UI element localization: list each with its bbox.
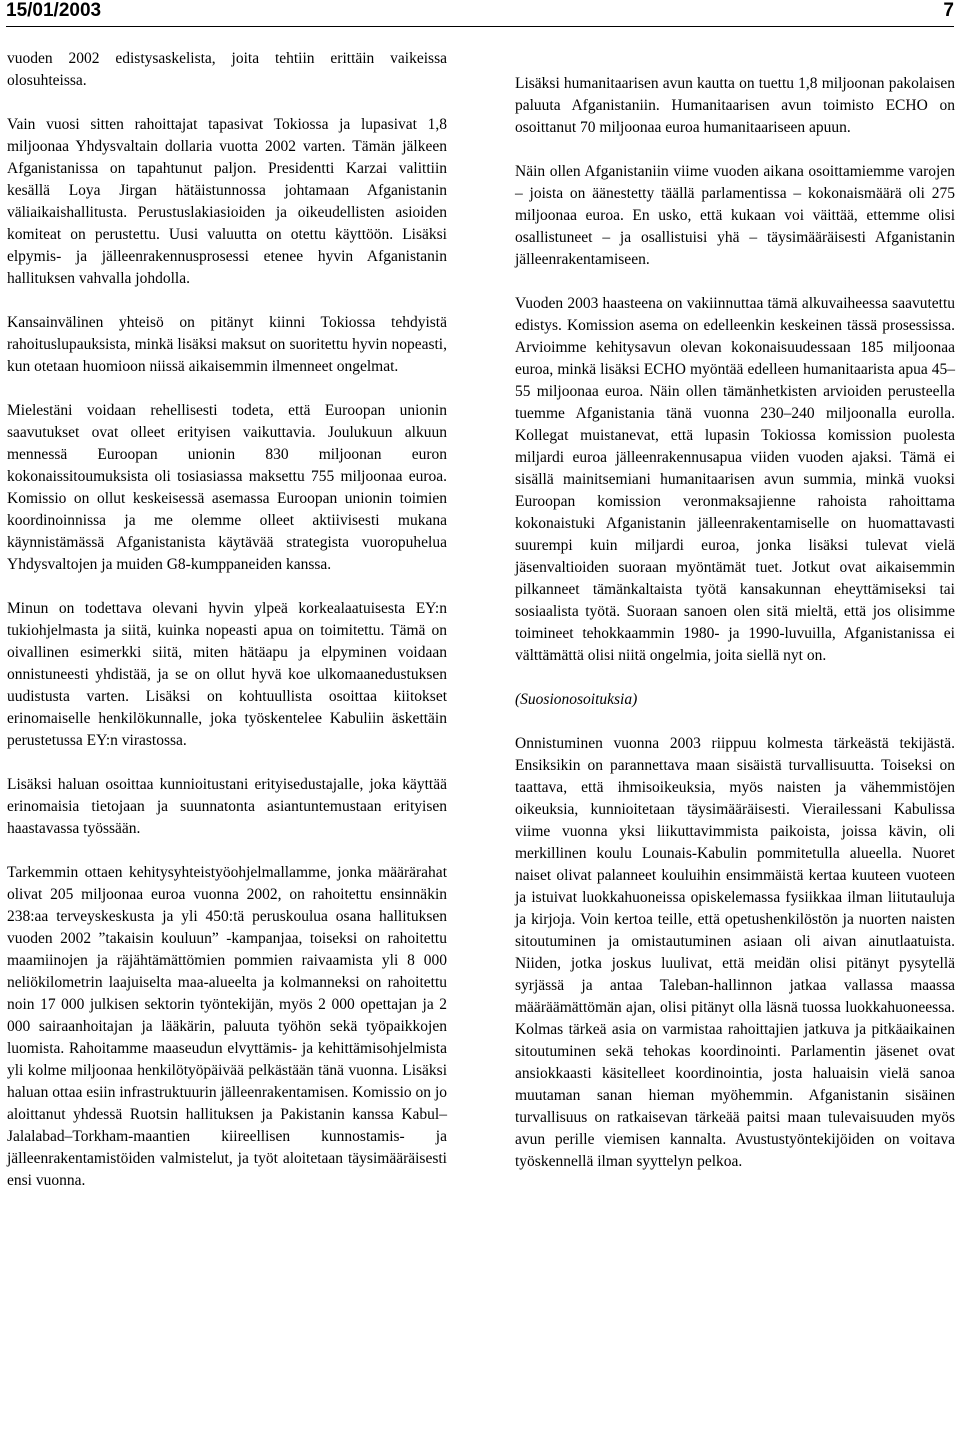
paragraph: Kansainvälinen yhteisö on pitänyt kiinni Tokiossa tehdyistä rahoituslupauksista, minkä lisäksi maksut on suoritettu hyvin nopeasti, kun otetaan huomioon niissä aikaisemmin ilmenneet ongelmat.	[7, 314, 447, 375]
paragraph: Vain vuosi sitten rahoittajat tapasivat Tokiossa ja lupasivat 1,8 miljoonaa Yhdysvaltain dollaria vuotta 2002 varten. Tämän jälkeen Afganistanissa on tapahtunut paljon. Presidentti Karzai valittiin kesällä Loya Jirgan hätäistunnossa johtamaan Afganistanin väliaikaishallitusta. Perustuslakiasioiden ja oikeudellisten asioiden komiteat on perustettu. Uusi valuutta on otettu käyttöön. Lisäksi elpymis- ja jälleenrakennusprosessi etenee hyvin Afganistanin hallituksen vahvalla johdolla.	[7, 116, 447, 287]
paragraph: Näin ollen Afganistaniin viime vuoden aikana osoittamiemme varojen – joista on äänestetty täällä parlamentissa – kokonaismäärä oli 275 miljoonaa euroa. En usko, että kukaan voi väittää, ettemme olisi osallistuneet – ja osallistuisi yhä – täysimääräisesti Afganistanin jälleenrakentamiseen.	[515, 163, 955, 268]
paragraph: Tarkemmin ottaen kehitysyhteistyöohjelmallamme, jonka määrärahat olivat 205 miljoonaa euroa vuonna 2002, on rahoitettu ensinnäkin 238:aa terveyskeskusta ja yli 450:tä peruskoulua osana hallituksen vuoden 2002 ”takaisin kouluun” -kampanjaa, toiseksi on rahoitettu maamiinojen ja räjähtämättömien pommien raivaamista yli 8 000 neliökilometrin laajuiselta maa-alueelta ja kolmanneksi on rahoitettu noin 17 000 julkisen sektorin työntekijän, myös 2 000 opettajan ja 2 000 sairaanhoitajan ja lääkärin, paluuta työhön sekä työpaikkojen luomista. Rahoitamme maaseudun elvyttämis- ja kehittämisohjelmista yli kolme miljoonaa henkilötyöpäivää pelkästään tänä vuonna. Lisäksi haluan ottaa esiin infrastruktuurin jälleenrakentamisen. Komissio on jo aloittanut yhdessä Ruotsin hallituksen ja Pakistanin kanssa Kabul–Jalalabad–Torkham-maantien kiireellisen kunnostamis- ja jälleenrakentamistöiden valmistelut, ja työt aloitetaan täysimääräisesti ensi vuonna.	[7, 864, 447, 1189]
header-date: 15/01/2003	[6, 0, 102, 21]
paragraph: Vuoden 2003 haasteena on vakiinnuttaa tämä alkuvaiheessa saavutettu edistys. Komission asema on edelleenkin keskeinen tässä prosessissa. Arvioimme kehitysavun olevan kokonaisuudessaan 185 miljoonaa euroa, minkä lisäksi ECHO myöntää edelleen humanitaarista apua 45–55 miljoonaa euroa. Näin ollen tämänhetkisten arvioiden perusteella tuemme Afganistania tänä vuonna 230–240 miljoonalla eurolla. Kollegat muistanevat, että lupasin Tokiossa komission puolesta miljardi euroa jälleenrakennusapua viiden vuoden ajaksi. Tämä ei sisällä mainitsemiani humanitaarisen avun summia, minkä vuoksi Euroopan komission veronmaksajienne rahoista rahoittama kokonaistuki Afganistanin jälleenrakentamiselle on huomattavasti suurempi kuin miljardi euroa, jonka lisäksi tulevat vielä jäsenvaltioiden suoraan myöntämät tuet. Jotkut ovat aikaisemmin pilkanneet tämänkaltaista työtä kansakunnan eheyttämiseksi tai sosiaalista työtä. Suoraan sanoen olen sitä mieltä, että jos olisimme toimineet tehokkaammin 1980- ja 1990-luvuilla, Afganistanissa ei välttämättä olisi niitä ongelmia, joita siellä nyt on.	[515, 295, 955, 664]
paragraph: vuoden 2002 edistysaskelista, joita tehtiin erittäin vaikeissa olosuhteissa.	[7, 50, 447, 89]
right-column	[515, 73, 955, 1195]
left-column	[7, 48, 447, 1214]
paragraph: Onnistuminen vuonna 2003 riippuu kolmesta tärkeästä tekijästä. Ensiksikin on parannettava maan sisäistä turvallisuutta. Toiseksi on taattava, että ihmisoikeuksia, myös naisten ja vähemmistöjen oikeuksia, kunnioitetaan täysimääräisesti. Vierailessani Kabulissa viime vuonna yksi liikuttavimmista paikoista, joissa kävin, oli merkillinen koulu Lounais-Kabulin pommitetulla alueella. Nuoret naiset olivat palanneet kouluihin ensimmäistä kertaa kuuteen vuoteen ja istuivat luokkahuoneissa opiskelemassa fysiikkaa ilman liitutauluja ja kirjoja. Voin kertoa teille, että opetushenkilöstön ja nuorten naisten sitoutuminen ja omistautuminen asiaan oli aivan ainutlaatuista. Niiden, jotka joskus luulivat, että meidän olisi pitänyt pysytellä syrjässä ja antaa Taleban-hallinnon jatkaa vallassa maassa määräämättömän ajan, olisi pitänyt olla läsnä tuossa luokkahuoneessa. Kolmas tärkeä asia on varmistaa rahoittajien jatkuva ja pitkäaikainen sitoutuminen sekä tehokas koordinointi. Parlamentin jäsenet ovat ansiokkaasti käsitelleet koordinointia, josta haluaisin vielä sanoa muutaman sanan hieman myöhemmin. Afganistanin sisäinen turvallisuus on ratkaisevan tärkeää paitsi maan tulevaisuuden myös avun perille viemisen kannalta. Avustustyöntekijöiden on voitava työskennellä ilman syyttelyn pelkoa.	[515, 735, 955, 1170]
header-page-number: 7	[943, 0, 954, 21]
page-header	[6, 0, 954, 27]
paragraph: Mielestäni voidaan rehellisesti todeta, että Euroopan unionin saavutukset ovat olleet erityisen vaikuttavia. Joulukuun alkuun mennessä Euroopan unionin 830 miljoonan euron kokonaissitoumuksista oli tosiasiassa maksettu 755 miljoonaa euroa. Komissio on ollut keskeisessä asemassa Euroopan unionin toimien koordinoinnissa ja me olemme olleet aktiivisesti mukana käynnistämässä Afganistanista käytävää strategista vuoropuhelua Yhdysvaltojen ja muiden G8-kumppaneiden kanssa.	[7, 402, 447, 573]
paragraph: Minun on todettava olevani hyvin ylpeä korkealaatuisesta EY:n tukiohjelmasta ja siitä, kuinka nopeasti apua on toimitettu. Tämä on oivallinen esimerkki siitä, miten hätäapu ja elpyminen voidaan onnistuneesti yhdistää, ja se on ollut hyvä koe ulkomaanedustuksen uudistusta varten. Lisäksi on kohtuullista osoittaa kiitokset erinomaiselle henkilökunnalle, joka työskentelee Kabuliin äskettäin perustetussa EY:n virastossa.	[7, 600, 447, 749]
paragraph: Lisäksi haluan osoittaa kunnioitustani erityisedustajalle, joka käyttää erinomaisia tietojaan ja suunnatonta asiantuntemustaan erityisen haastavassa työssään.	[7, 776, 447, 837]
applause-note: (Suosionosoituksia)	[515, 691, 638, 708]
paragraph: Lisäksi humanitaarisen avun kautta on tuettu 1,8 miljoonan pakolaisen paluuta Afganistaniin. Humanitaarisen avun toimisto ECHO on osoittanut 70 miljoonaa euroa humanitaariseen apuun.	[515, 75, 955, 136]
